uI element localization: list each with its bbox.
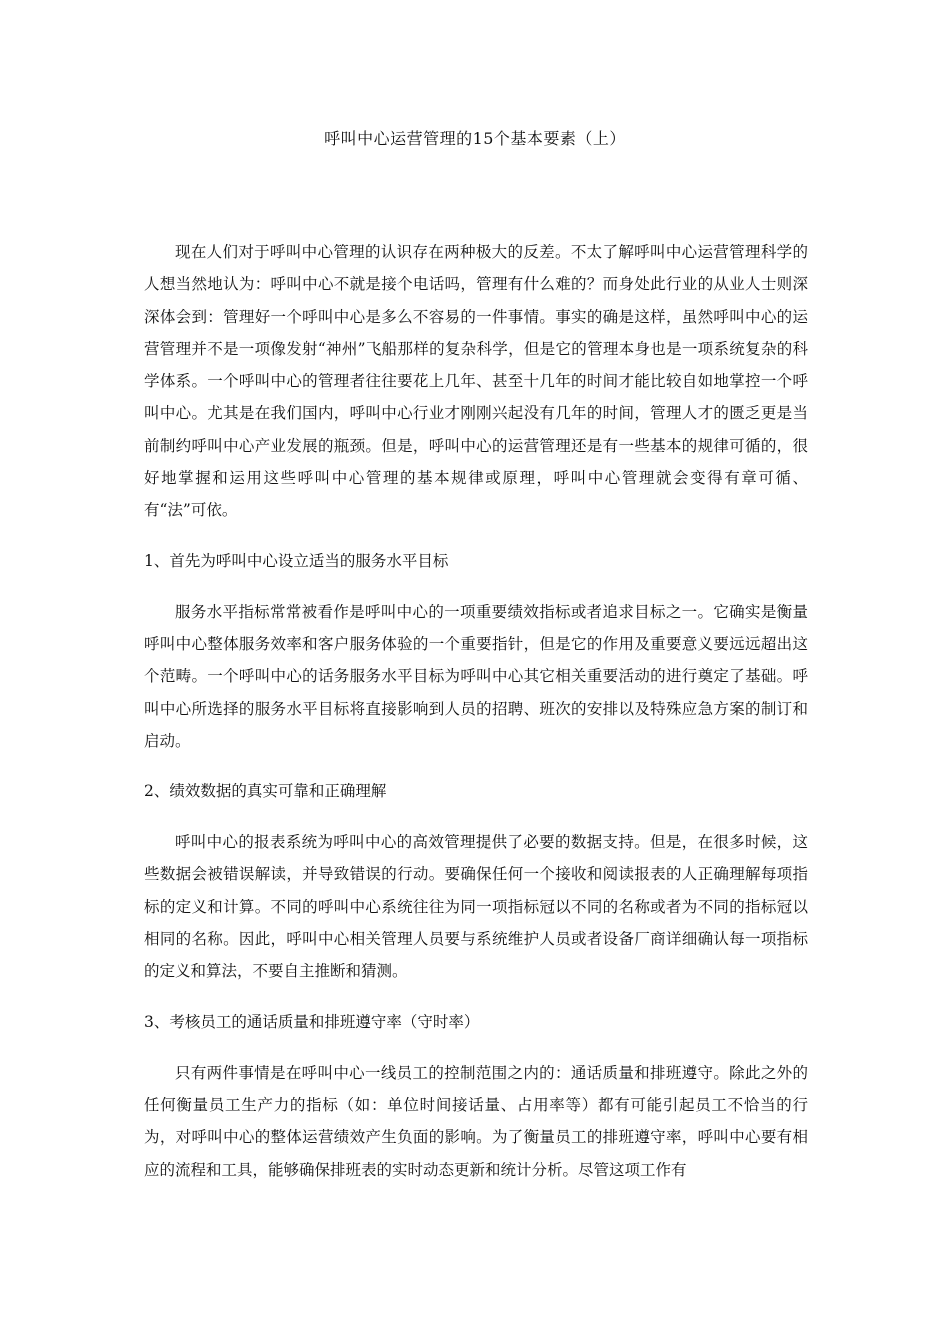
section-2-heading: 2、绩效数据的真实可靠和正确理解 [144, 782, 387, 801]
intro-paragraph: 现在人们对于呼叫中心管理的认识存在两种极大的反差。不太了解呼叫中心运营管理科学的人想当然地认为：呼叫中心不就是接个电话吗，管理有什么难的？而身处此行业的从业人士则深深体会到：管理好一个呼叫中心是多么不容易的一件事情。事实的确是这样，虽然呼叫中心的运营管理并不是一项像发射“神州”飞船那样的复杂科学，但是它的管理本身也是一项系统复杂的科学体系。一个呼叫中心的管理者往往要花上几年、甚至十几年的时间才能比较自如地掌控一个呼叫中心。尤其是在我们国内，呼叫中心行业才刚刚兴起没有几年的时间，管理人才的匮乏更是当前制约呼叫中心产业发展的瓶颈。但是，呼叫中心的运营管理还是有一些基本的规律可循的，很好地掌握和运用这些呼叫中心管理的基本规律或原理，呼叫中心管理就会变得有章可循、有“法”可依。 [144, 243, 808, 520]
section-1-paragraph: 服务水平指标常常被看作是呼叫中心的一项重要绩效指标或者追求目标之一。它确实是衡量呼叫中心整体服务效率和客户服务体验的一个重要指针，但是它的作用及重要意义要远远超出这个范畴。一个呼叫中心的话务服务水平目标为呼叫中心其它相关重要活动的进行奠定了基础。呼叫中心所选择的服务水平目标将直接影响到人员的招聘、班次的安排以及特殊应急方案的制订和启动。 [144, 602, 808, 750]
section-3-paragraph: 只有两件事情是在呼叫中心一线员工的控制范围之内的：通话质量和排班遵守。除此之外的任何衡量员工生产力的指标（如：单位时间接话量、占用率等）都有可能引起员工不恰当的行为，对呼叫中心的整体运营绩效产生负面的影响。为了衡量员工的排班遵守率，呼叫中心要有相应的流程和工具，能够确保排班表的实时动态更新和统计分析。尽管这项工作有 [144, 1063, 808, 1179]
document-title: 呼叫中心运营管理的15个基本要素（上） [324, 129, 626, 148]
section-2-paragraph: 呼叫中心的报表系统为呼叫中心的高效管理提供了必要的数据支持。但是，在很多时候，这些数据会被错误解读，并导致错误的行动。要确保任何一个接收和阅读报表的人正确理解每项指标的定义和计算。不同的呼叫中心系统往往为同一项指标冠以不同的名称或者为不同的指标冠以相同的名称。因此，呼叫中心相关管理人员要与系统维护人员或者设备厂商详细确认每一项指标的定义和算法，不要自主推断和猜测。 [144, 833, 808, 981]
document-body [144, 236, 808, 1186]
section-1-heading: 1、首先为呼叫中心设立适当的服务水平目标 [144, 551, 449, 570]
section-3-heading: 3、考核员工的通话质量和排班遵守率（守时率） [144, 1012, 480, 1031]
